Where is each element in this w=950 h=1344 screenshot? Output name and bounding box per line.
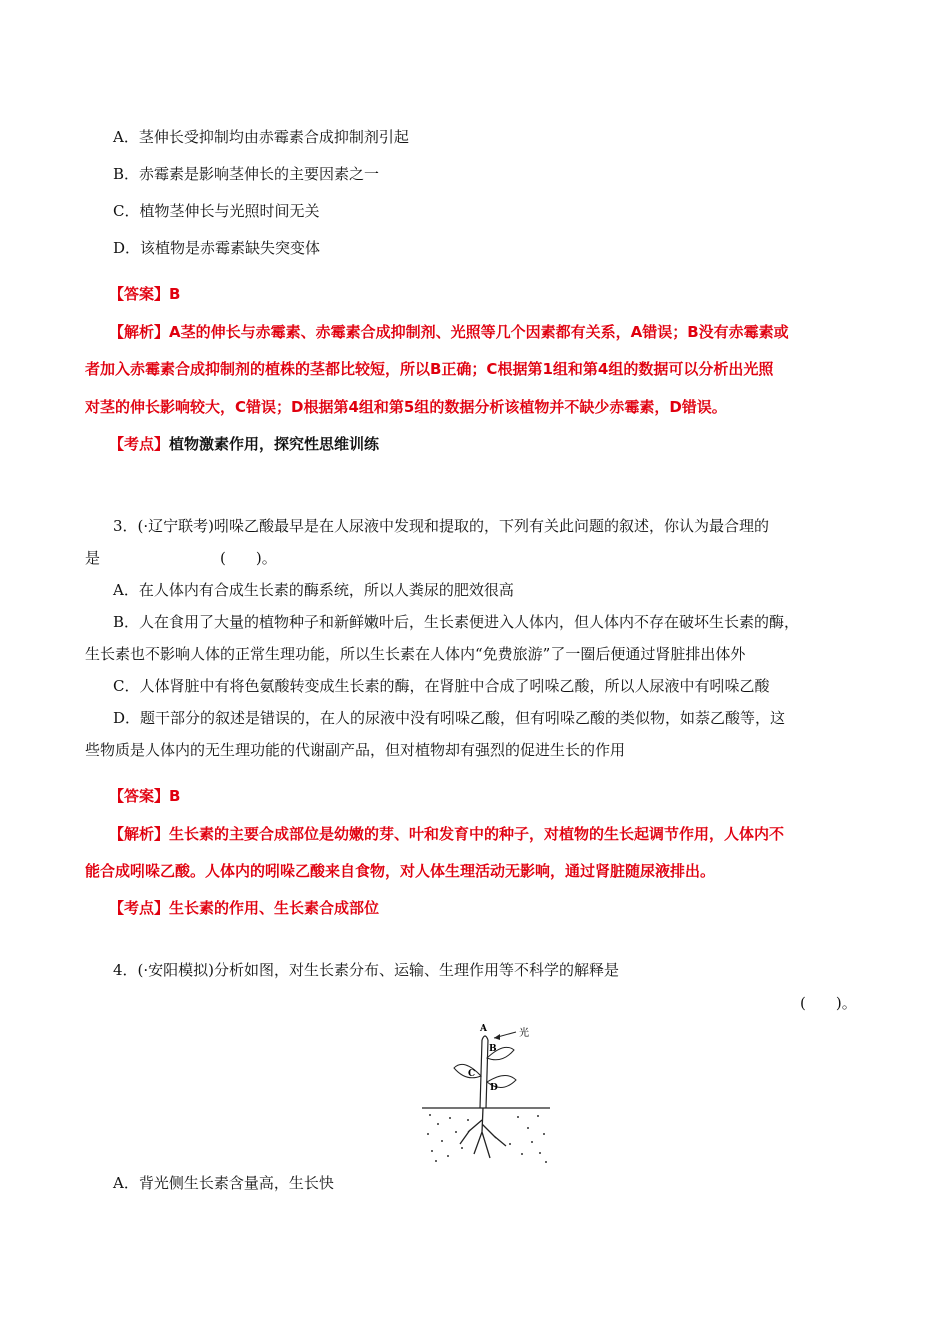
q2-point-tag: 【考点】 [109,435,170,453]
q3-analysis-line-2: 能合成吲哚乙酸。人体内的吲哚乙酸来自食物，对人体生理活动无影响，通过肾脏随尿液排出。 [85,862,716,880]
q2-option-d: D．该植物是赤霉素缺失突变体 [113,239,321,257]
label-b: B [489,1044,497,1054]
q2-option-b: B．赤霉素是影响茎伸长的主要因素之一 [113,165,380,183]
q2-analysis-line-3: 对茎的伸长影响较大，C错误；D根据第4组和第5组的数据分析该植物并不缺少赤霉素，D错误。 [85,398,727,416]
q3-stem-line-1: 3．(·辽宁联考)吲哚乙酸最早是在人尿液中发现和提取的，下列有关此问题的叙述，你认为最合理的 [113,517,770,535]
q2-answer-tag: 【答案】 [109,285,170,303]
q3-option-b-line-1: B．人在食用了大量的植物种子和新鲜嫩叶后，生长素便进入人体内，但人体内不存在破坏生长素的酶， [113,613,800,631]
q2-point [109,434,379,454]
q4-stem-line-1: 4．(·安阳模拟)分析如图，对生长素分布、运输、生理作用等不科学的解释是 [113,961,620,979]
q3-option-a: A．在人体内有合成生长素的酶系统，所以人粪尿的肥效很高 [113,581,514,599]
q3-stem-line-2: 是 ( )。 [85,549,277,567]
label-a: A [480,1024,487,1034]
q3-analysis-line-1 [109,824,784,844]
q3-option-d-line-2: 些物质是人体内的无生理功能的代谢副产品，但对植物却有强烈的促进生长的作用 [85,741,626,759]
plant-diagram [420,1020,552,1165]
label-light: 光 [519,1028,529,1039]
q2-analysis-text-1: A茎的伸长与赤霉素、赤霉素合成抑制剂、光照等几个因素都有关系，A错误；B没有赤霉素或 [169,323,789,341]
q3-option-c: C．人体肾脏中有将色氨酸转变成生长素的酶，在肾脏中合成了吲哚乙酸，所以人尿液中有吲哚乙酸 [113,677,770,695]
q3-analysis-text-1: 生长素的主要合成部位是幼嫩的芽、叶和发育中的种子，对植物的生长起调节作用，人体内不 [169,825,785,843]
q3-answer-value: B [169,787,181,805]
soil-dots [427,1114,547,1163]
q4-stem-line-2: ( )。 [800,994,857,1012]
q2-point-text: 植物激素作用，探究性思维训练 [169,435,380,453]
q3-point-tag: 【考点】 [109,899,170,917]
q3-answer-tag: 【答案】 [109,787,170,805]
q2-analysis-line-2: 者加入赤霉素合成抑制剂的植株的茎都比较短，所以B正确；C根据第1组和第4组的数据可以分析出光照 [85,360,774,378]
q2-answer-value: B [169,285,181,303]
q3-point [109,898,379,918]
q3-analysis-tag: 【解析】 [109,825,170,843]
q2-answer [109,284,180,304]
q2-analysis-tag: 【解析】 [109,323,170,341]
q2-analysis-line-1 [109,322,789,342]
q2-option-c: C．植物茎伸长与光照时间无关 [113,202,320,220]
q3-point-text: 生长素的作用、生长素合成部位 [169,899,380,917]
label-c: C [468,1069,476,1079]
label-d: D [490,1083,498,1093]
q3-option-b-line-2: 生长素也不影响人体的正常生理功能，所以生长素在人体内“免费旅游”了一圈后便通过肾脏排出体外 [85,645,746,663]
q3-option-d-line-1: D．题干部分的叙述是错误的，在人的尿液中没有吲哚乙酸，但有吲哚乙酸的类似物，如萘乙酸等，这 [113,709,786,727]
plant-figure [420,1020,552,1165]
q3-answer [109,786,180,806]
q2-option-a: A．茎伸长受抑制均由赤霉素合成抑制剂引起 [113,128,409,146]
q4-option-a: A．背光侧生长素含量高，生长快 [113,1174,334,1192]
